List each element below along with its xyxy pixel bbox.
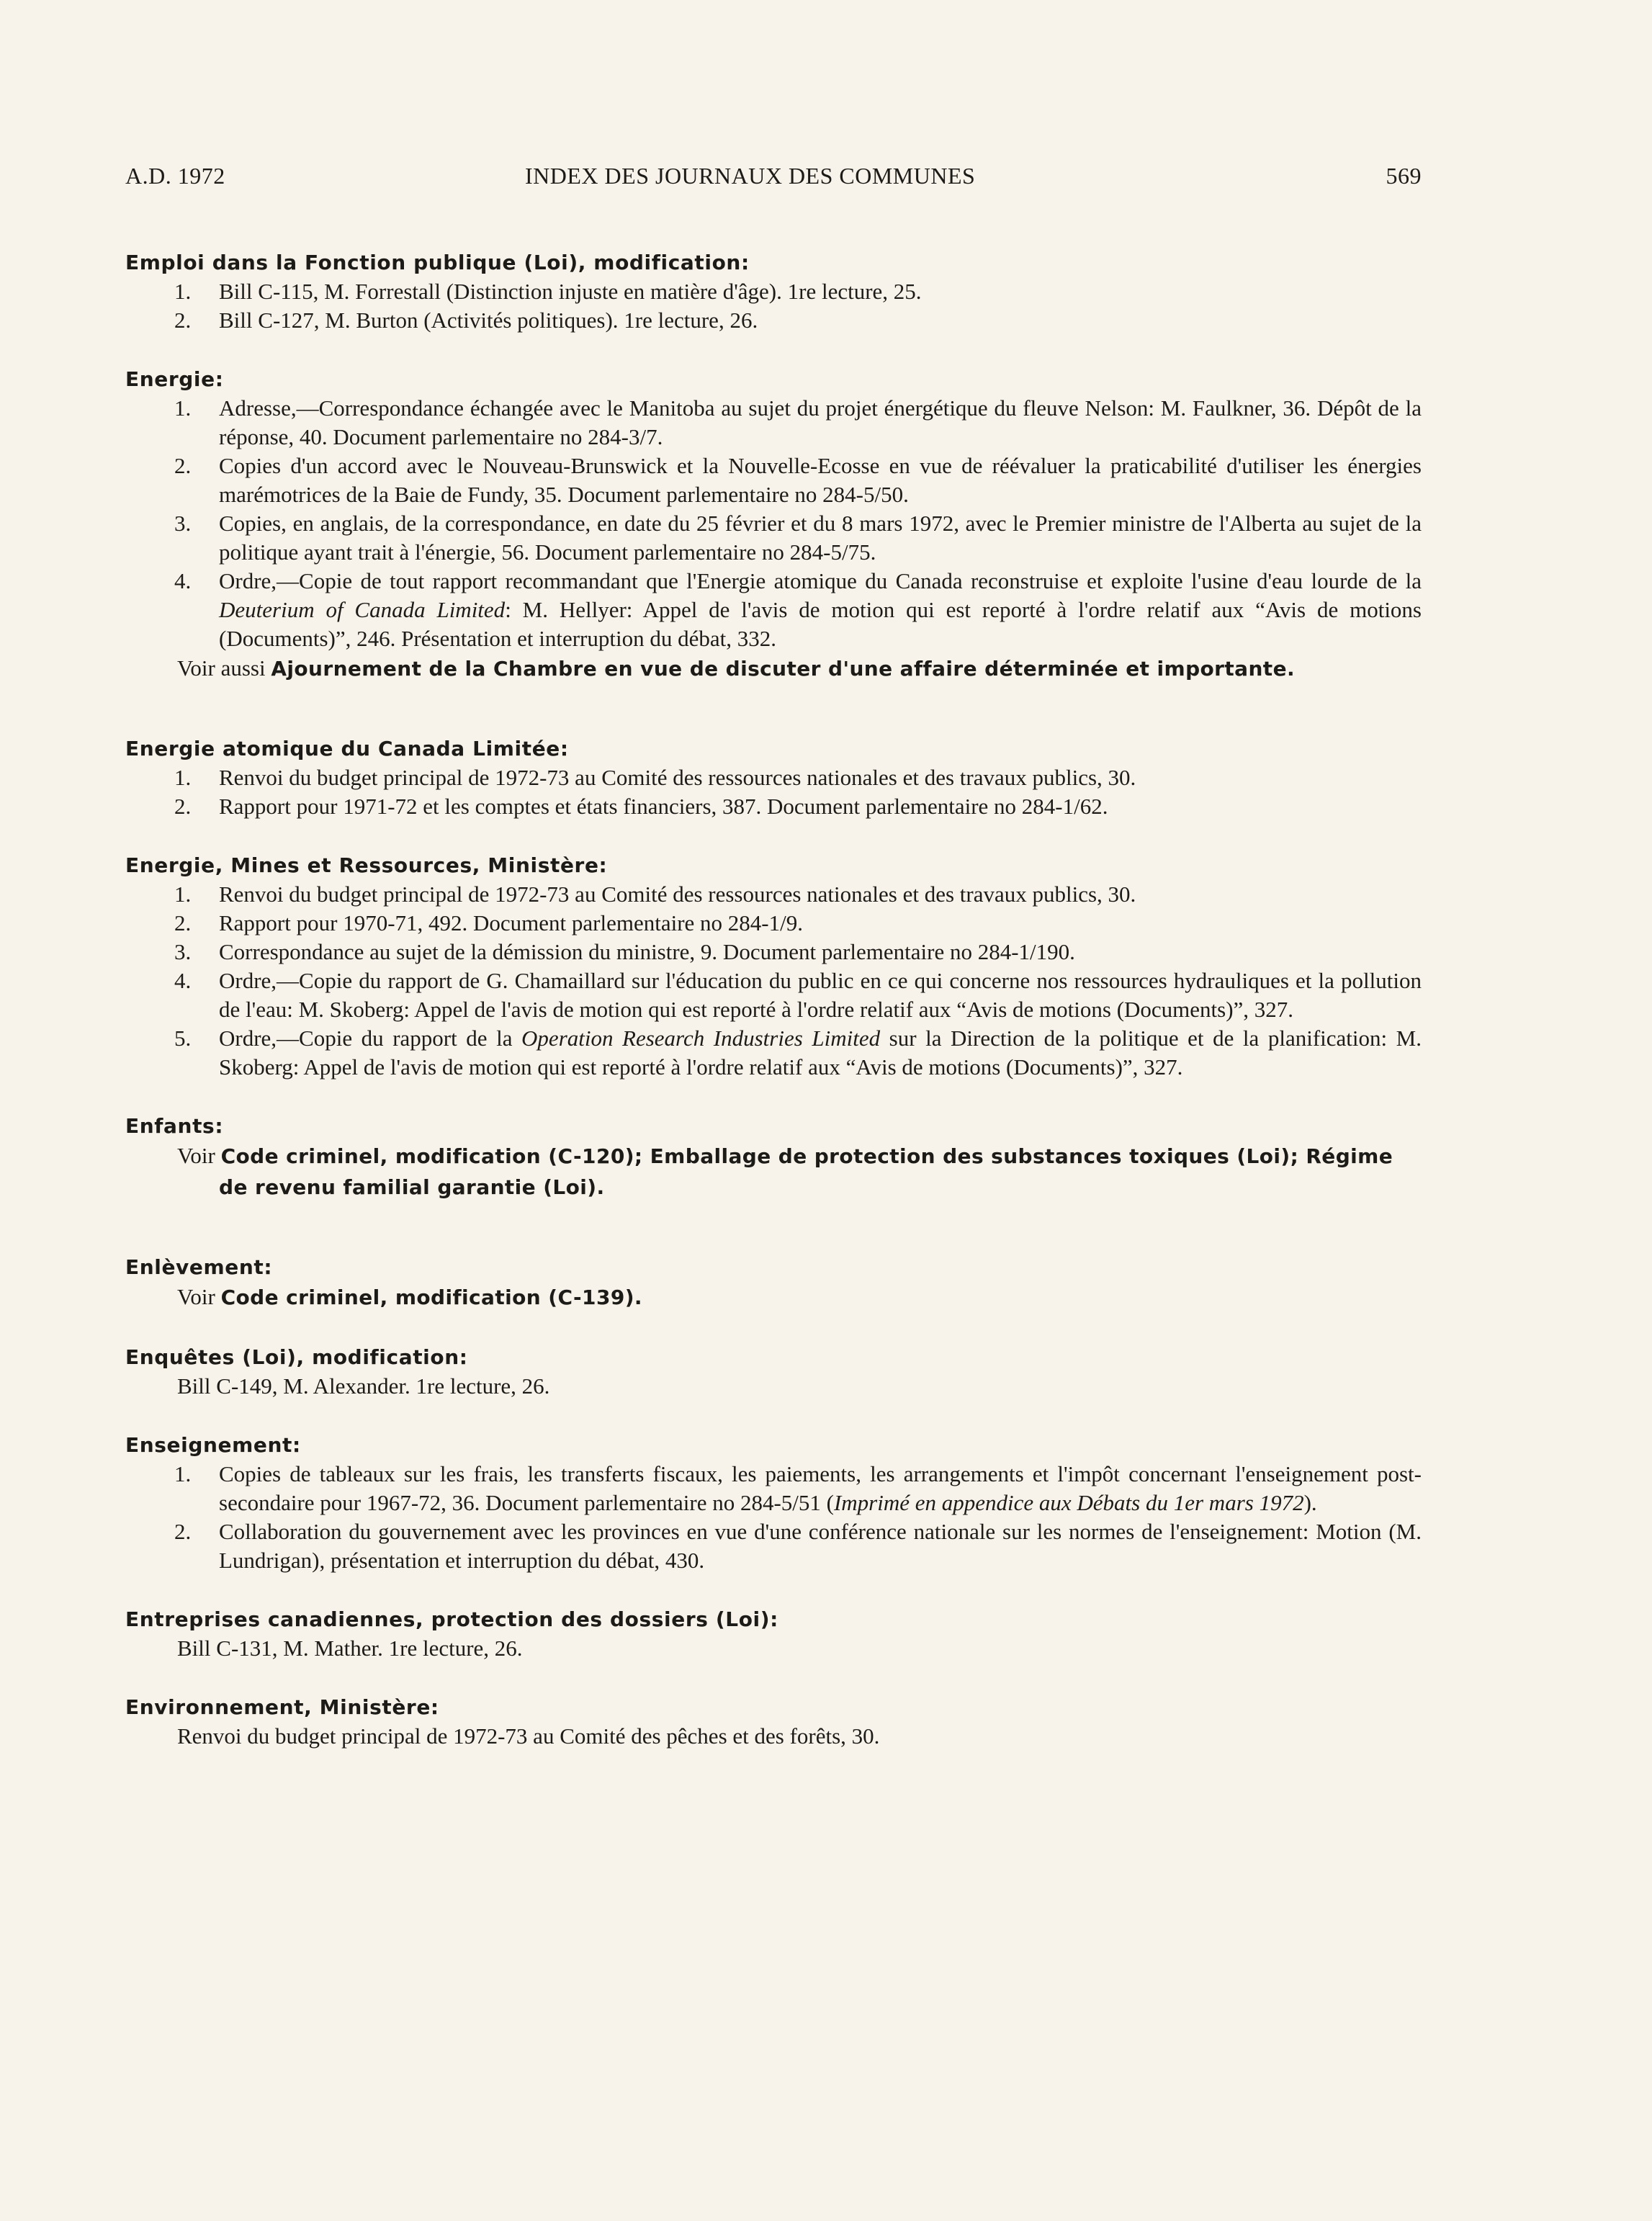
header-title: INDEX DES JOURNAUX DES COMMUNES [525,163,976,189]
entry-heading: Enquêtes (Loi), modification: [125,1345,468,1369]
item-italic-text: Imprimé en appendice aux Débats du 1er mars 1972 [833,1490,1304,1515]
item-italic-text: Operation Research Industries Limited [521,1026,881,1051]
entry-text: Renvoi du budget principal de 1972-73 au Comité des pêches et des forêts, 30. [177,1723,880,1749]
entry-heading: Entreprises canadiennes, protection des dossiers (Loi): [125,1607,778,1631]
item-number: 2. [174,1519,192,1544]
item-text: Copies, en anglais, de la correspondance, en date du 25 février et du 8 mars 1972, avec le Premier ministre de l'Alberta au sujet de la politique ayant trait à l'énergie, 56. Document parlementaire no 284-5/75. [219,511,1422,565]
list-item [125,1517,1422,1575]
see-target: Ajournement de la Chambre en vue de discuter d'une affaire déterminée et importante. [271,657,1296,681]
list-item [125,792,1422,821]
item-text: Ordre,—Copie du rapport de la [219,1026,522,1051]
entry-text: Bill C-149, M. Alexander. 1re lecture, 26. [177,1373,550,1399]
item-number: 2. [174,308,192,333]
index-entry [125,851,1422,1082]
item-text: Ordre,—Copie de tout rapport recommandant que l'Energie atomique du Canada reconstruise et exploite l'usine d'eau lourde de la [219,568,1422,593]
item-text: Renvoi du budget principal de 1972-73 au Comité des ressources nationales et des travaux publics, 30. [219,881,1136,907]
entry-items [125,277,1422,335]
item-number: 1. [174,395,192,421]
entry-heading: Energie atomique du Canada Limitée: [125,737,569,760]
item-text: Rapport pour 1971-72 et les comptes et états financiers, 387. Document parlementaire no 284-1/62. [219,794,1108,819]
index-content [125,248,1422,1781]
item-number: 4. [174,568,192,593]
item-number: 1. [174,765,192,790]
index-entry [125,735,1422,821]
item-number: 3. [174,511,192,536]
item-text: Copies d'un accord avec le Nouveau-Brunswick et la Nouvelle-Ecosse en vue de réévaluer la praticabilité d'utiliser les énergies marémotrices de la Baie de Fundy, 35. Document parlementaire no 284-5/50. [219,453,1422,507]
entry-items [125,1460,1422,1575]
item-number: 1. [174,881,192,907]
item-number: 1. [174,1461,192,1486]
list-item [125,938,1422,966]
item-number: 3. [174,939,192,964]
entry-heading: Enfants: [125,1114,224,1138]
index-entry [125,1343,1422,1401]
see-also-reference [125,653,1422,684]
index-entry [125,1605,1422,1663]
list-item [125,1024,1422,1082]
list-item [125,1460,1422,1517]
see-reference [125,1282,1422,1313]
entry-heading: Energie, Mines et Ressources, Ministère: [125,853,608,877]
item-text: Collaboration du gouvernement avec les provinces en vue d'une conférence nationale sur les normes de l'enseignement: Motion (M. Lundrigan), présentation et interruption du débat, 430. [219,1519,1422,1573]
item-text: Correspondance au sujet de la démission du ministre, 9. Document parlementaire no 284-1/190. [219,939,1075,964]
item-text: Bill C-127, M. Burton (Activités politiques). 1re lecture, 26. [219,308,758,333]
item-text: : M. Hellyer: Appel de l'avis de motion qui est reporté à l'ordre relatif aux “Avis de motions (Documents)”, 246. Présentation et interruption du débat, 332. [219,597,1422,651]
list-item [125,306,1422,335]
item-text: Bill C-115, M. Forrestall (Distinction injuste en matière d'âge). 1re lecture, 25. [219,279,922,304]
list-item [125,909,1422,938]
list-item [125,394,1422,452]
entry-items [125,763,1422,821]
see-prefix: Voir aussi [177,655,271,681]
index-entry [125,248,1422,335]
index-entry [125,1253,1422,1313]
entry-heading: Enseignement: [125,1433,301,1457]
item-text: Adresse,—Correspondance échangée avec le Manitoba au sujet du projet énergétique du fleuve Nelson: M. Faulkner, 36. Dépôt de la réponse, 40. Document parlementaire no 284-3/7. [219,395,1422,449]
item-number: 1. [174,279,192,304]
list-item [125,567,1422,653]
index-entry [125,1112,1422,1203]
see-target: Code criminel, modification (C-139). [220,1286,642,1309]
item-number: 2. [174,794,192,819]
header-year: A.D. 1972 [125,163,225,189]
see-prefix: Voir [177,1284,221,1309]
entry-heading: Enlèvement: [125,1255,273,1279]
item-text: Copies de tableaux sur les frais, les transferts fiscaux, les paiements, les arrangements et l'impôt concernant l'enseignement post-secondaire pour 1967-72, 36. Document parlementaire no 284-5/51 ( [219,1461,1422,1515]
item-text: sur la Direction de la politique et de la planification: M. Skoberg: Appel de l'avis de motion qui est reporté à l'ordre relatif aux “Avis de motions (Documents)”, 327. [219,1026,1422,1080]
see-reference-continued [125,1172,1422,1203]
item-text: Renvoi du budget principal de 1972-73 au Comité des ressources nationales et des travaux publics, 30. [219,765,1136,790]
item-text: Ordre,—Copie du rapport de G. Chamaillard sur l'éducation du public en ce qui concerne nos ressources hydrauliques et la pollution de l'eau: M. Skoberg: Appel de l'avis de motion qui est reporté à l'ordre relatif aux “Avis de motions (Documents)”, 327. [219,968,1422,1022]
item-number: 4. [174,968,192,993]
see-target: de revenu familial garantie (Loi). [219,1175,605,1199]
entry-heading: Energie: [125,367,224,391]
item-number: 2. [174,453,192,478]
item-text: Rapport pour 1970-71, 492. Document parlementaire no 284-1/9. [219,910,803,935]
item-italic-text: Deuterium of Canada Limited [219,597,506,622]
list-item [125,763,1422,792]
index-entry [125,1693,1422,1751]
see-target: Code criminel, modification (C-120); Emballage de protection des substances toxiques (Loi); Régime [220,1144,1393,1168]
entry-heading: Emploi dans la Fonction publique (Loi), modification: [125,251,750,274]
list-item [125,452,1422,509]
see-prefix: Voir [177,1143,221,1168]
list-item [125,509,1422,567]
item-number: 2. [174,910,192,935]
item-number: 5. [174,1026,192,1051]
entry-items [125,394,1422,653]
index-entry [125,365,1422,684]
item-text: ). [1303,1490,1317,1515]
running-header [125,163,1422,194]
entry-items [125,880,1422,1082]
entry-heading: Environnement, Ministère: [125,1695,439,1719]
page-number: 569 [1386,163,1422,189]
entry-text: Bill C-131, M. Mather. 1re lecture, 26. [177,1636,523,1661]
list-item [125,277,1422,306]
list-item [125,880,1422,909]
list-item [125,966,1422,1024]
see-reference [125,1141,1422,1172]
index-entry [125,1431,1422,1575]
